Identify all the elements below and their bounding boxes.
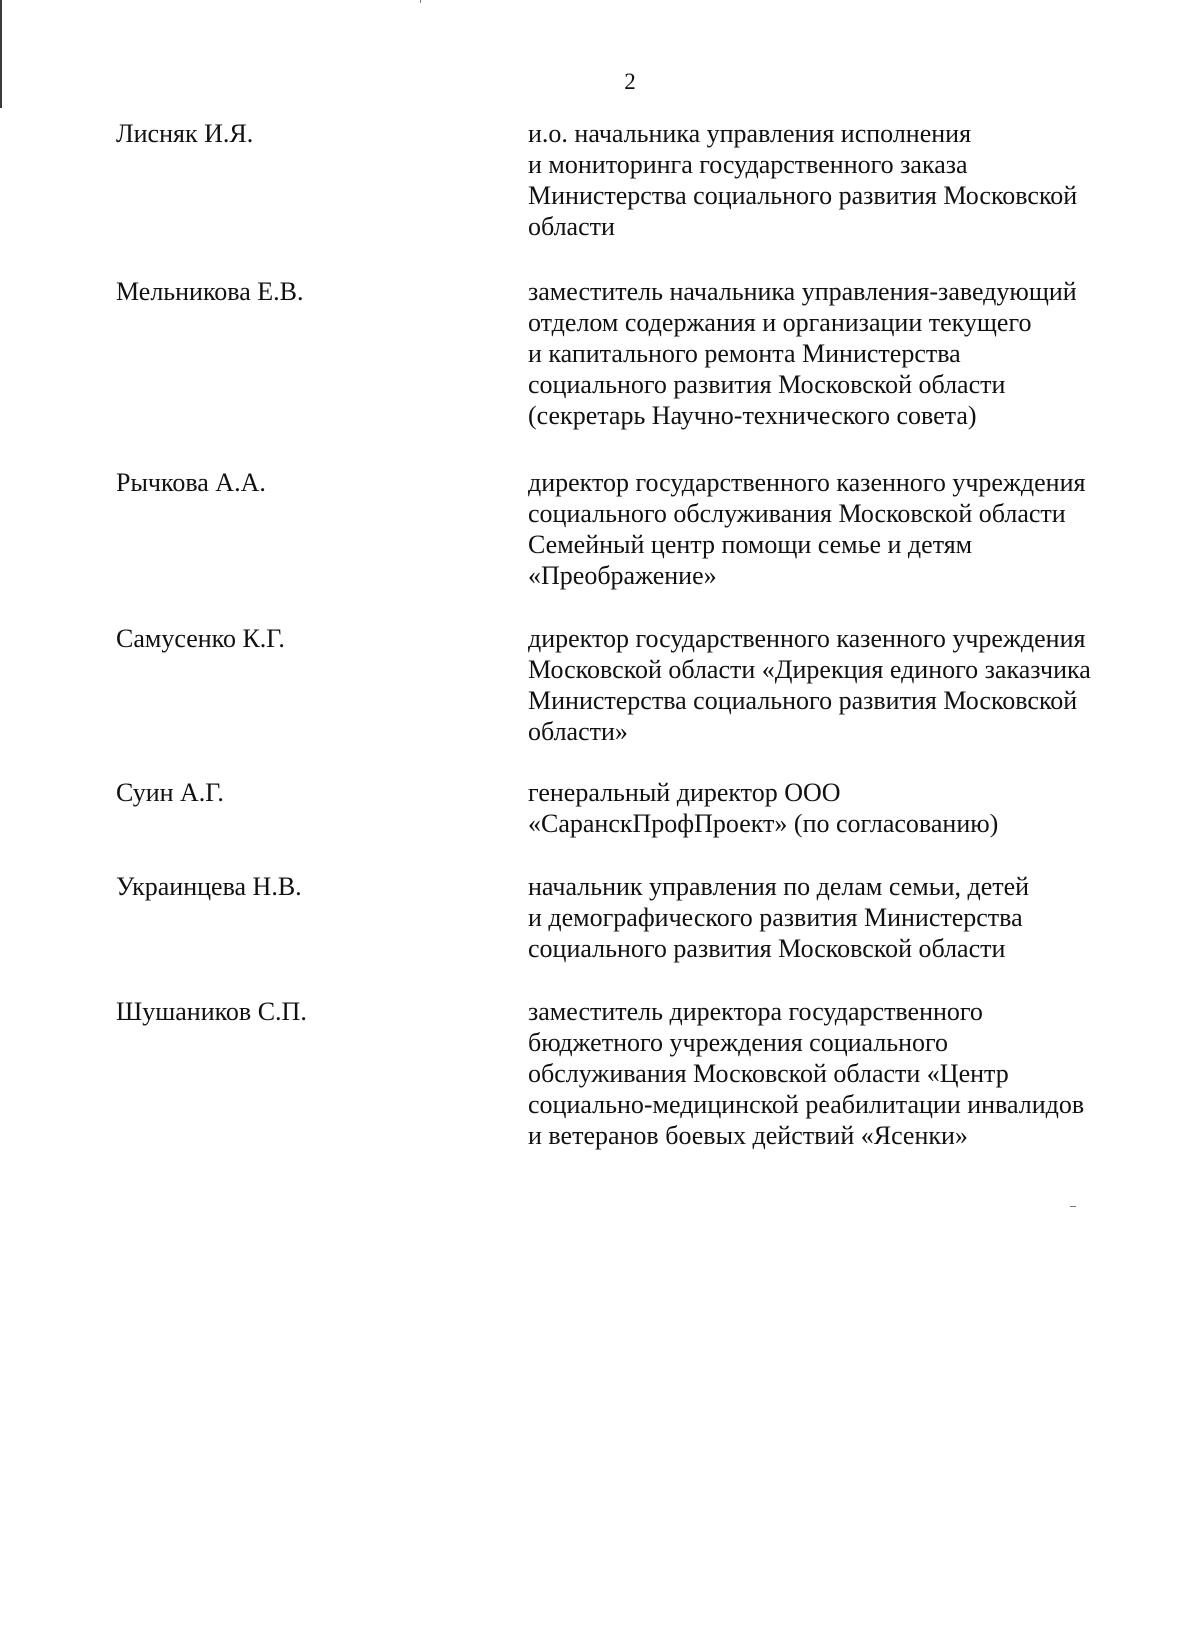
position-line: директор государственного казенного учреждения <box>528 468 1086 497</box>
member-entry <box>0 467 1200 591</box>
member-entry <box>0 276 1200 431</box>
position-line: бюджетного учреждения социального <box>528 1028 949 1057</box>
member-position <box>528 871 1168 964</box>
entry-spacer <box>0 964 1200 996</box>
position-line: обслуживания Московской области «Центр <box>528 1059 1009 1088</box>
position-line: социального развития Московской области <box>528 370 1006 399</box>
entry-spacer <box>0 839 1200 871</box>
entry-spacer <box>0 747 1200 777</box>
position-line: генеральный директор ООО <box>528 778 841 807</box>
member-position <box>528 777 1168 839</box>
member-position <box>528 996 1168 1151</box>
position-line: заместитель директора государственного <box>528 997 983 1026</box>
position-line: и мониторинга государственного заказа <box>528 150 968 179</box>
member-name: Шушаников С.П. <box>116 997 307 1026</box>
entry-spacer <box>0 242 1200 276</box>
member-entry <box>0 996 1200 1151</box>
member-name: Украинцева Н.В. <box>116 872 302 901</box>
position-line: социального обслуживания Московской области <box>528 499 1066 528</box>
member-entry <box>0 118 1200 242</box>
position-line: и демографического развития Министерства <box>528 903 1023 932</box>
member-position <box>528 623 1168 747</box>
member-name: Самусенко К.Г. <box>116 624 285 653</box>
position-line: Московской области «Дирекция единого заказчика <box>528 655 1091 684</box>
scan-dot-mark <box>1070 1206 1076 1207</box>
position-line: (секретарь Научно-технического совета) <box>528 401 977 430</box>
position-line: и ветеранов боевых действий «Ясенки» <box>528 1121 968 1150</box>
member-position <box>528 467 1168 591</box>
position-line: Министерства социального развития Московской <box>528 181 1078 210</box>
position-line: «СаранскПрофПроект» (по согласованию) <box>528 809 999 838</box>
member-entry <box>0 777 1200 839</box>
member-name: Суин А.Г. <box>116 778 224 807</box>
position-line: заместитель начальника управления-заведующий <box>528 277 1077 306</box>
entry-spacer <box>0 431 1200 467</box>
position-line: и.о. начальника управления исполнения <box>528 119 972 148</box>
member-list <box>0 118 1200 1151</box>
scan-tick-mark <box>420 0 421 3</box>
position-line: Министерства социального развития Московской <box>528 686 1078 715</box>
member-entry <box>0 871 1200 964</box>
member-name: Рычкова А.А. <box>116 468 266 497</box>
position-line: Семейный центр помощи семье и детям <box>528 530 973 559</box>
member-position <box>528 118 1168 242</box>
position-line: начальник управления по делам семьи, детей <box>528 872 1030 901</box>
position-line: «Преображение» <box>528 561 717 590</box>
member-name: Лисняк И.Я. <box>116 119 254 148</box>
position-line: и капитального ремонта Министерства <box>528 339 961 368</box>
position-line: социально-медицинской реабилитации инвалидов <box>528 1090 1085 1119</box>
member-name: Мельникова Е.В. <box>116 277 304 306</box>
position-line: области <box>528 212 615 241</box>
member-entry <box>0 623 1200 747</box>
position-line: отделом содержания и организации текущего <box>528 308 1032 337</box>
position-line: директор государственного казенного учреждения <box>528 624 1086 653</box>
position-line: социального развития Московской области <box>528 934 1006 963</box>
entry-spacer <box>0 591 1200 623</box>
position-line: области» <box>528 717 628 746</box>
member-position <box>528 276 1168 431</box>
page-number: 2 <box>624 69 636 94</box>
